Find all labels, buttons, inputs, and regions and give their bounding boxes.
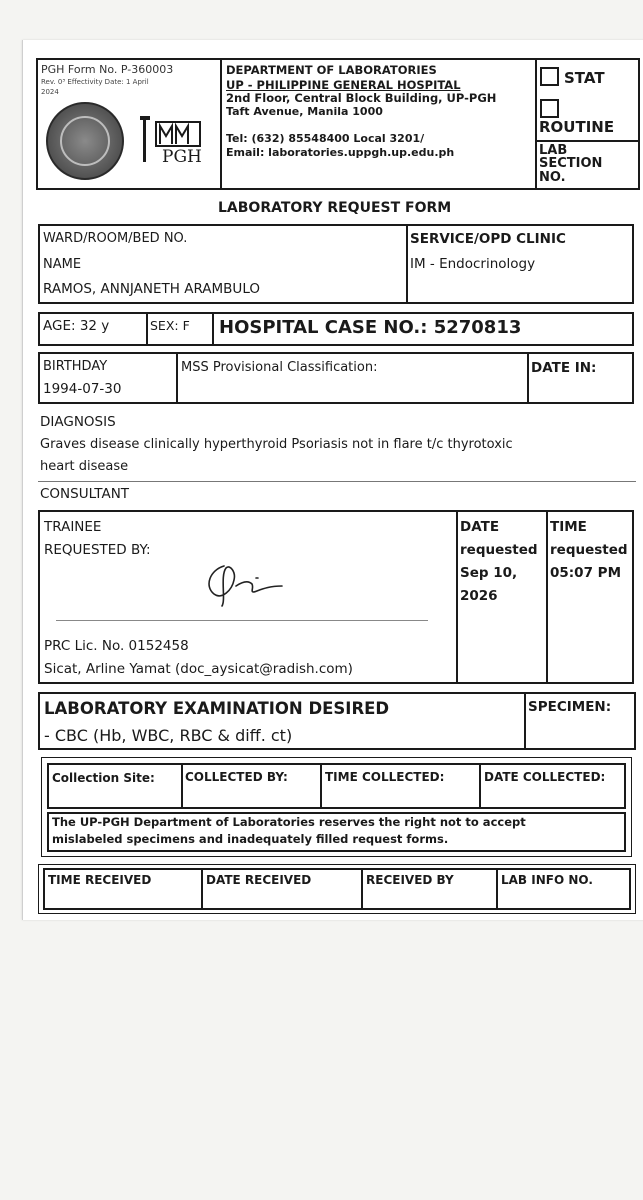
hospital-name: UP - PHILIPPINE GENERAL HOSPITAL — [226, 78, 461, 92]
stat-label: STAT — [564, 69, 605, 87]
name-value: RAMOS, ANNJANETH ARAMBULO — [43, 281, 260, 297]
date-requested-label-2: requested — [460, 542, 538, 558]
header-divider-left — [220, 58, 222, 190]
form-number: PGH Form No. P-360003 — [41, 63, 174, 76]
receiving-divider-2 — [361, 868, 363, 910]
birthday-mss-divider — [176, 352, 178, 404]
signature-image — [196, 556, 288, 608]
revision-line: Rev. 0³ Effectivity Date: 1 April — [41, 78, 149, 86]
stat-checkbox[interactable] — [540, 67, 559, 86]
routine-label: ROUTINE — [539, 118, 615, 136]
name-label: NAME — [43, 257, 82, 272]
diagnosis-label: DIAGNOSIS — [40, 414, 116, 430]
lab-section-label-1: LAB — [539, 143, 568, 158]
collection-divider-2 — [320, 763, 322, 809]
telephone: Tel: (632) 85548400 Local 3201/ — [226, 132, 425, 145]
collection-divider-1 — [181, 763, 183, 809]
requester-name: Sicat, Arline Yamat (doc_aysicat@radish.com) — [44, 661, 353, 677]
time-collected-label: TIME COLLECTED: — [325, 770, 445, 784]
service-value: IM - Endocrinology — [410, 256, 536, 272]
header-divider-right — [535, 58, 537, 190]
requested-by-label: REQUESTED BY: — [44, 542, 151, 558]
lab-section-label-3: NO. — [539, 170, 566, 185]
date-in-label: DATE IN: — [531, 360, 597, 376]
pgh-logo — [136, 112, 208, 176]
header-right-rule — [535, 140, 640, 142]
department-name: DEPARTMENT OF LABORATORIES — [226, 63, 437, 77]
date-collected-label: DATE COLLECTED: — [484, 770, 606, 784]
collected-by-label: COLLECTED BY: — [185, 770, 288, 784]
sex-case-divider — [212, 312, 214, 346]
request-date-divider — [456, 510, 458, 684]
date-received-label: DATE RECEIVED — [206, 873, 312, 887]
exam-specimen-divider — [524, 692, 526, 750]
sex: SEX: F — [150, 318, 190, 333]
date-requested-value-1: Sep 10, — [460, 565, 518, 581]
lab-section-label-2: SECTION — [539, 156, 603, 171]
date-requested-value-2: 2026 — [460, 588, 498, 604]
exam-title: LABORATORY EXAMINATION DESIRED — [44, 699, 390, 718]
specimen-label: SPECIMEN: — [528, 699, 612, 715]
prc-license: PRC Lic. No. 0152458 — [44, 638, 189, 654]
receiving-divider-1 — [201, 868, 203, 910]
diagnosis-line-1: Graves disease clinically hyperthyroid Psoriasis not in flare t/c thyrotoxic — [40, 437, 513, 452]
age-sex-divider — [146, 312, 148, 346]
received-by-label: RECEIVED BY — [366, 873, 454, 887]
trainee-label: TRAINEE — [44, 519, 102, 535]
birthday-label: BIRTHDAY — [43, 359, 108, 374]
routine-checkbox[interactable] — [540, 99, 559, 118]
patient-info-divider — [406, 224, 408, 304]
time-requested-value: 05:07 PM — [550, 565, 622, 581]
date-requested-label-1: DATE — [460, 519, 500, 535]
mss-classification-label: MSS Provisional Classification: — [181, 360, 378, 375]
diagnosis-line-2: heart disease — [40, 459, 129, 474]
signature-line — [56, 620, 428, 621]
address-line-1: 2nd Floor, Central Block Building, UP-PGH — [226, 91, 497, 105]
request-box — [38, 510, 634, 684]
diagnosis-rule — [38, 481, 636, 482]
hospital-case-number: HOSPITAL CASE NO.: 5270813 — [219, 317, 522, 338]
form-title: LABORATORY REQUEST FORM — [218, 200, 452, 216]
pgh-logo-text: PGH — [162, 147, 202, 167]
address-line-2: Taft Avenue, Manila 1000 — [226, 105, 383, 118]
notice-line-1: The UP-PGH Department of Laboratories reserves the right not to accept — [52, 815, 526, 829]
notice-line-2: mislabeled specimens and inadequately filled request forms. — [52, 832, 449, 846]
time-received-label: TIME RECEIVED — [48, 873, 152, 887]
up-seal-logo — [46, 102, 124, 180]
receiving-divider-3 — [496, 868, 498, 910]
date-time-divider — [546, 510, 548, 684]
email: Email: laboratories.uppgh.up.edu.ph — [226, 146, 455, 159]
service-label: SERVICE/OPD CLINIC — [410, 231, 566, 247]
seal-inner-ring — [60, 116, 110, 166]
age: AGE: 32 y — [43, 318, 110, 334]
time-requested-label-1: TIME — [550, 519, 587, 535]
birthday-value: 1994-07-30 — [43, 381, 122, 397]
revision-year: 2024 — [41, 88, 59, 96]
exam-item: - CBC (Hb, WBC, RBC & diff. ct) — [44, 726, 293, 745]
ward-label: WARD/ROOM/BED NO. — [43, 231, 188, 246]
time-requested-label-2: requested — [550, 542, 628, 558]
consultant-label: CONSULTANT — [40, 486, 130, 502]
mss-datein-divider — [527, 352, 529, 404]
lab-info-label: LAB INFO NO. — [501, 873, 593, 887]
collection-site-label: Collection Site: — [52, 771, 155, 785]
collection-divider-3 — [479, 763, 481, 809]
